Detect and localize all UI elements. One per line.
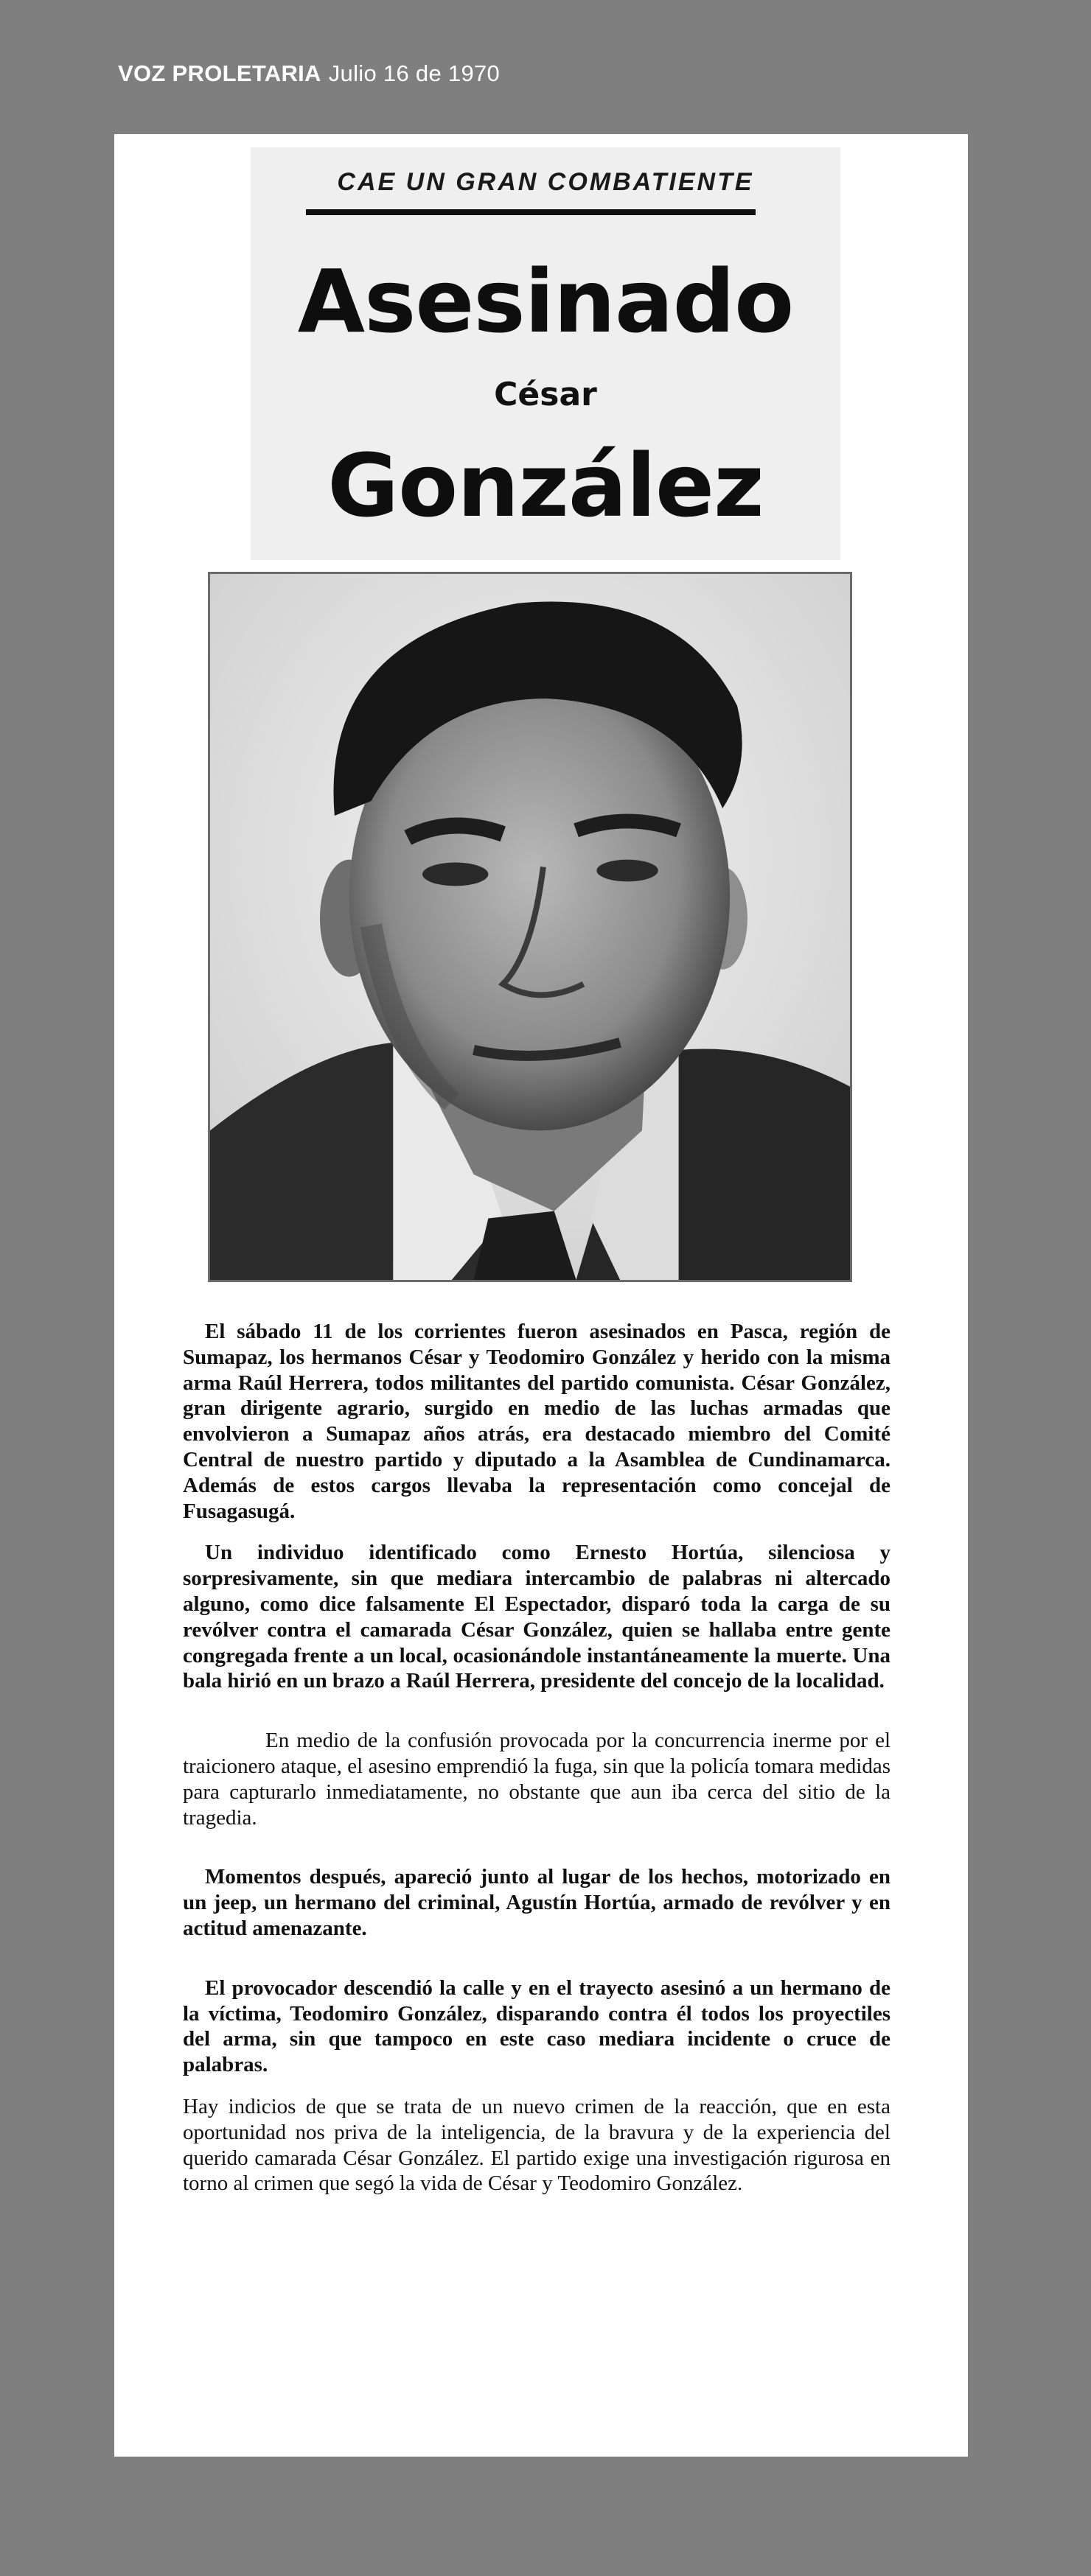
paragraph-3: En medio de la confusión provocada por la concurrencia inerme por el traicionero ataque, el asesino emprendió la fuga, sin que la policía tomara medidas para capturarlo inmediatamente, no obstante que aun iba cerca del sitio de la tragedia. xyxy=(183,1729,890,1830)
portrait-photo-icon xyxy=(210,574,850,1280)
headline-small: César xyxy=(494,376,597,413)
paragraph-5: El provocador descendió la calle y en el trayecto asesinó a un hermano de la víctima, Teodomiro González, disparando contra él todos los proyectiles del arma, sin que tampoco en este caso mediara incidente o cruce de palabras. xyxy=(183,1975,890,2077)
publication-name: VOZ PROLETARIA xyxy=(118,60,321,86)
headline-top: Asesinado xyxy=(297,251,794,352)
kicker-rule xyxy=(306,209,756,215)
paragraph-2: Un individuo identificado como Ernesto Hortúa, silenciosa y sorpresivamente, sin que mediara intercambio de palabras ni altercado alguno, como dice falsamente El Espectador, disparó toda la carga de su revólver contra el camarada César González, quien se hallaba entre gente congregada frente a un local, ocasionándole instantáneamente la muerte. Una bala hirió en un brazo a Raúl Herrera, presidente del concejo de la localidad. xyxy=(183,1541,890,1693)
headline-block xyxy=(251,147,840,560)
article-body xyxy=(183,1319,890,2211)
paragraph-4: Momentos después, apareció junto al lugar de los hechos, motorizado en un jeep, un hermano del criminal, Agustín Hortúa, armado de revólver y en actitud amenazante. xyxy=(183,1865,890,1940)
paragraph-6: Hay indicios de que se trata de un nuevo crimen de la reacción, que en esta oportunidad nos priva de la inteligencia, de la bravura y de la experiencia del querido camarada César González. El partido exige una investigación rigurosa en torno al crimen que segó la vida de César y Teodomiro González. xyxy=(183,2094,890,2196)
kicker-text: CAE UN GRAN COMBATIENTE xyxy=(337,168,754,196)
headline-bottom: González xyxy=(327,435,764,536)
portrait-photo xyxy=(208,572,852,1282)
paragraph-1: El sábado 11 de los corrientes fueron asesinados en Pasca, región de Sumapaz, los hermanos César y Teodomiro González y herido con la misma arma Raúl Herrera, todos militantes del partido comunista. César González, gran dirigente agrario, surgido en medio de las luchas armadas que envolvieron a Sumapaz años atrás, era destacado miembro del Comité Central de nuestro partido y diputado a la Asamblea de Cundinamarca. Además de estos cargos llevaba la representación como concejal de Fusagasugá. xyxy=(183,1320,890,1523)
publication-date: Julio 16 de 1970 xyxy=(328,60,501,86)
page-header xyxy=(118,60,500,87)
